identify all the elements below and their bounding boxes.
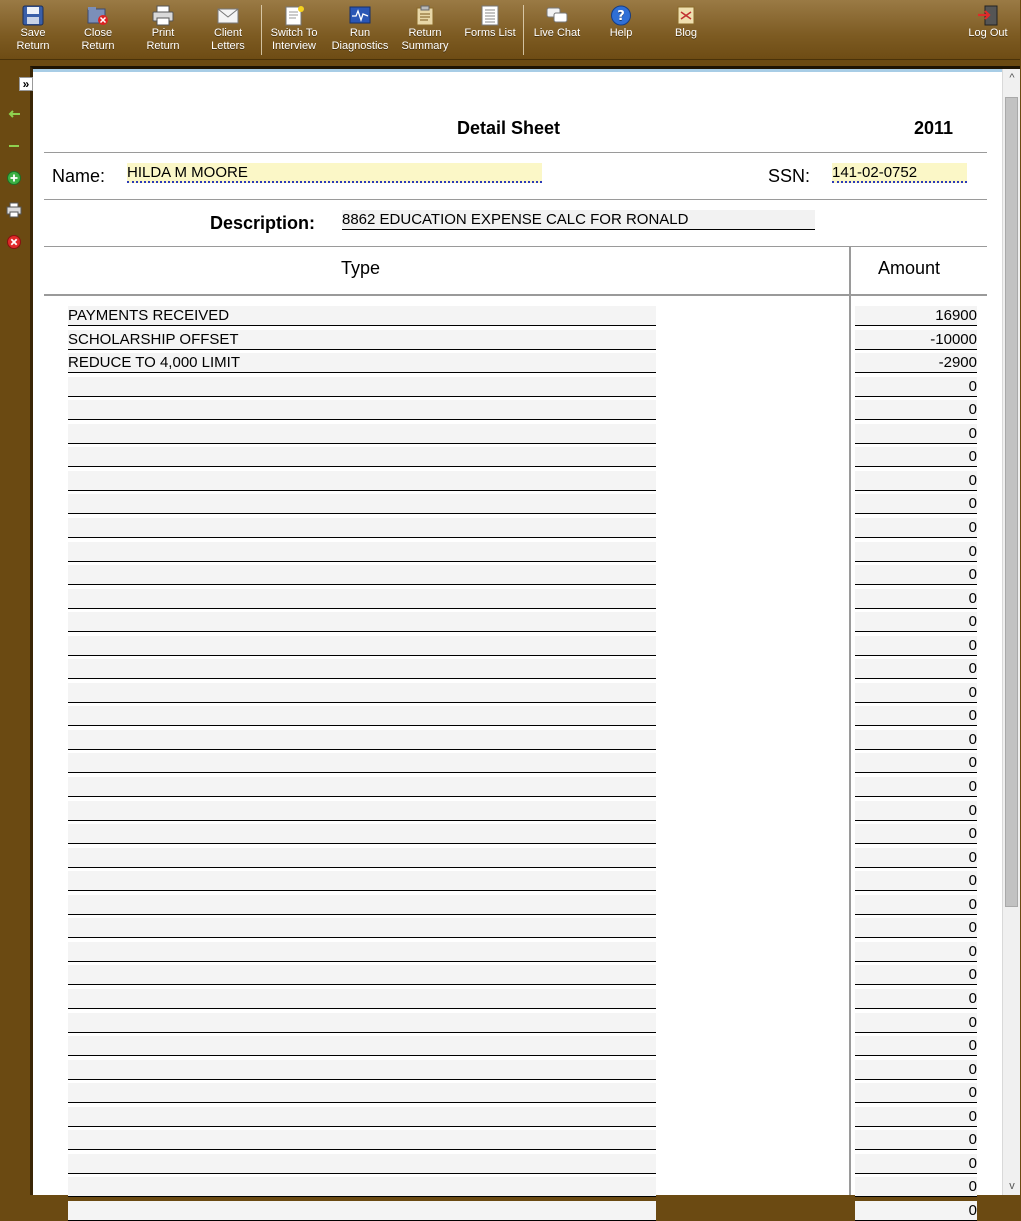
table-row: [44, 753, 987, 773]
name-label: Name:: [52, 166, 106, 186]
amount-input[interactable]: 0: [855, 989, 977, 1009]
type-input[interactable]: [68, 447, 656, 467]
amount-input[interactable]: 0: [855, 1201, 977, 1221]
header-divider: [44, 294, 987, 296]
description-label: Description:: [210, 213, 316, 233]
amount-input[interactable]: 0: [855, 1036, 977, 1056]
amount-input[interactable]: 0: [855, 1130, 977, 1150]
arrow-left-icon[interactable]: [6, 106, 22, 122]
table-row: [44, 353, 987, 373]
scroll-down-arrow-icon[interactable]: v: [1009, 1180, 1015, 1192]
print-return-button[interactable]: Print Return: [142, 2, 184, 58]
table-row: [44, 777, 987, 797]
close-return-button[interactable]: Close Return: [76, 2, 120, 58]
table-row: [44, 706, 987, 726]
minus-icon[interactable]: [6, 138, 22, 154]
envelope-icon: [217, 5, 239, 26]
column-header-amount: Amount: [878, 258, 941, 278]
type-input[interactable]: [68, 801, 656, 821]
type-input[interactable]: PAYMENTS RECEIVED: [68, 306, 656, 326]
column-header-type: Type: [341, 258, 381, 278]
type-input[interactable]: [68, 965, 656, 985]
printer-icon[interactable]: [6, 202, 22, 218]
table-row: [44, 1130, 987, 1150]
amount-input[interactable]: 0: [855, 918, 977, 938]
blog-scroll-icon: [675, 5, 697, 26]
description-field[interactable]: 8862 EDUCATION EXPENSE CALC FOR RONALD: [342, 210, 815, 230]
type-input[interactable]: [68, 824, 656, 844]
table-row: [44, 589, 987, 609]
amount-input[interactable]: 0: [855, 636, 977, 656]
amount-input[interactable]: 0: [855, 447, 977, 467]
table-row: [44, 942, 987, 962]
table-row: [44, 895, 987, 915]
table-row: [44, 1036, 987, 1056]
amount-input[interactable]: -10000: [855, 330, 977, 350]
divider: [44, 246, 987, 247]
type-input[interactable]: [68, 989, 656, 1009]
amount-input[interactable]: 0: [855, 400, 977, 420]
table-row: [44, 330, 987, 350]
amount-input[interactable]: 0: [855, 801, 977, 821]
ssn-label: SSN:: [768, 166, 811, 186]
amount-input[interactable]: 0: [855, 659, 977, 679]
amount-input[interactable]: 0: [855, 518, 977, 538]
chat-bubbles-icon: [546, 5, 568, 26]
amount-input[interactable]: 0: [855, 1177, 977, 1197]
toolbar-separator: [261, 5, 262, 55]
table-row: [44, 518, 987, 538]
table-row: [44, 1177, 987, 1197]
help-question-icon: [610, 5, 632, 26]
tax-year: 2011: [914, 118, 954, 138]
table-row: [44, 1154, 987, 1174]
table-row: [44, 1201, 987, 1221]
vertical-scrollbar[interactable]: [1002, 69, 1020, 1195]
type-input[interactable]: [68, 400, 656, 420]
log-out-button[interactable]: Log Out: [966, 2, 1010, 58]
close-folder-icon: [87, 5, 109, 26]
table-row: [44, 494, 987, 514]
name-field[interactable]: HILDA M MOORE: [127, 163, 542, 183]
type-input[interactable]: [68, 871, 656, 891]
type-input[interactable]: [68, 683, 656, 703]
table-row: [44, 989, 987, 1009]
table-row: [44, 730, 987, 750]
scroll-thumb[interactable]: [1005, 97, 1018, 907]
table-row: [44, 824, 987, 844]
amount-input[interactable]: 0: [855, 1060, 977, 1080]
type-input[interactable]: [68, 706, 656, 726]
type-input[interactable]: [68, 730, 656, 750]
amount-input[interactable]: 0: [855, 683, 977, 703]
amount-input[interactable]: 0: [855, 565, 977, 585]
amount-input[interactable]: 0: [855, 542, 977, 562]
type-input[interactable]: [68, 753, 656, 773]
blog-button[interactable]: Blog: [666, 2, 706, 58]
amount-input[interactable]: 0: [855, 1013, 977, 1033]
table-row: [44, 683, 987, 703]
table-row: [44, 424, 987, 444]
type-input[interactable]: [68, 612, 656, 632]
type-input[interactable]: [68, 518, 656, 538]
table-row: [44, 1013, 987, 1033]
sheet-title: Detail Sheet: [457, 118, 561, 138]
amount-input[interactable]: 0: [855, 1083, 977, 1103]
type-input[interactable]: [68, 1201, 656, 1221]
type-input[interactable]: [68, 895, 656, 915]
add-circle-icon[interactable]: [6, 170, 22, 186]
type-input[interactable]: [68, 542, 656, 562]
type-input[interactable]: [68, 1036, 656, 1056]
printer-icon: [152, 5, 174, 26]
type-input[interactable]: [68, 565, 656, 585]
amount-input[interactable]: 0: [855, 589, 977, 609]
table-row: [44, 447, 987, 467]
switch-to-interview-button[interactable]: Switch To Interview: [268, 2, 320, 58]
type-input[interactable]: [68, 659, 656, 679]
interview-sheet-icon: [283, 5, 305, 26]
table-row: [44, 965, 987, 985]
type-input[interactable]: [68, 1177, 656, 1197]
table-row: [44, 848, 987, 868]
diagnostics-monitor-icon: [349, 5, 371, 26]
type-input[interactable]: [68, 918, 656, 938]
svg-text:?: ?: [617, 9, 625, 24]
amount-input[interactable]: 0: [855, 895, 977, 915]
forms-list-button[interactable]: Forms List: [463, 2, 517, 58]
type-input[interactable]: REDUCE TO 4,000 LIMIT: [68, 353, 656, 373]
type-input[interactable]: [68, 1107, 656, 1127]
amount-input[interactable]: 0: [855, 494, 977, 514]
type-input[interactable]: [68, 636, 656, 656]
table-row: [44, 801, 987, 821]
clipboard-icon: [414, 5, 436, 26]
amount-input[interactable]: 0: [855, 612, 977, 632]
amount-input[interactable]: 0: [855, 753, 977, 773]
amount-input[interactable]: 0: [855, 377, 977, 397]
type-input[interactable]: [68, 377, 656, 397]
live-chat-button[interactable]: Live Chat: [531, 2, 583, 58]
table-row: [44, 306, 987, 326]
type-input[interactable]: [68, 494, 656, 514]
table-row: [44, 1107, 987, 1127]
amount-input[interactable]: 0: [855, 777, 977, 797]
delete-circle-icon[interactable]: [6, 234, 22, 250]
amount-input[interactable]: -2900: [855, 353, 977, 373]
table-row: [44, 918, 987, 938]
table-row: [44, 871, 987, 891]
left-rail: [0, 60, 30, 1195]
save-return-button[interactable]: Save Return: [12, 2, 54, 58]
type-input[interactable]: [68, 848, 656, 868]
type-input[interactable]: [68, 942, 656, 962]
table-row: [44, 377, 987, 397]
table-row: [44, 1060, 987, 1080]
type-input[interactable]: [68, 1013, 656, 1033]
amount-input[interactable]: 0: [855, 424, 977, 444]
type-input[interactable]: [68, 589, 656, 609]
floppy-disk-icon: [22, 5, 44, 26]
type-input[interactable]: [68, 471, 656, 491]
table-row: [44, 542, 987, 562]
table-row: [44, 471, 987, 491]
type-input[interactable]: [68, 1154, 656, 1174]
detail-sheet: [44, 70, 987, 1219]
scroll-up-arrow-icon[interactable]: ^: [1009, 72, 1015, 84]
log-out-door-icon: [977, 5, 999, 26]
ssn-field[interactable]: 141-02-0752: [832, 163, 967, 183]
collapse-panel-button[interactable]: »: [19, 77, 33, 91]
table-row: [44, 565, 987, 585]
table-row: [44, 659, 987, 679]
amount-input[interactable]: 0: [855, 730, 977, 750]
amount-input[interactable]: 0: [855, 942, 977, 962]
amount-input[interactable]: 0: [855, 871, 977, 891]
table-row: [44, 400, 987, 420]
toolbar-separator: [523, 5, 524, 55]
type-input[interactable]: [68, 777, 656, 797]
amount-input[interactable]: 0: [855, 706, 977, 726]
table-row: [44, 612, 987, 632]
type-input[interactable]: [68, 1083, 656, 1103]
top-toolbar: [0, 0, 1020, 60]
type-input[interactable]: [68, 424, 656, 444]
client-letters-button[interactable]: Client Letters: [206, 2, 250, 58]
table-row: [44, 1083, 987, 1103]
amount-input[interactable]: 16900: [855, 306, 977, 326]
amount-input[interactable]: 0: [855, 824, 977, 844]
type-input[interactable]: [68, 1130, 656, 1150]
divider: [44, 199, 987, 200]
table-row: [44, 636, 987, 656]
amount-input[interactable]: 0: [855, 965, 977, 985]
run-diagnostics-button[interactable]: Run Diagnostics: [330, 2, 390, 58]
amount-input[interactable]: 0: [855, 471, 977, 491]
amount-input[interactable]: 0: [855, 848, 977, 868]
type-input[interactable]: SCHOLARSHIP OFFSET: [68, 330, 656, 350]
amount-input[interactable]: 0: [855, 1154, 977, 1174]
type-input[interactable]: [68, 1060, 656, 1080]
help-button[interactable]: ? Help: [601, 2, 641, 58]
forms-list-icon: [479, 5, 501, 26]
amount-input[interactable]: 0: [855, 1107, 977, 1127]
divider: [44, 152, 987, 153]
return-summary-button[interactable]: Return Summary: [400, 2, 450, 58]
